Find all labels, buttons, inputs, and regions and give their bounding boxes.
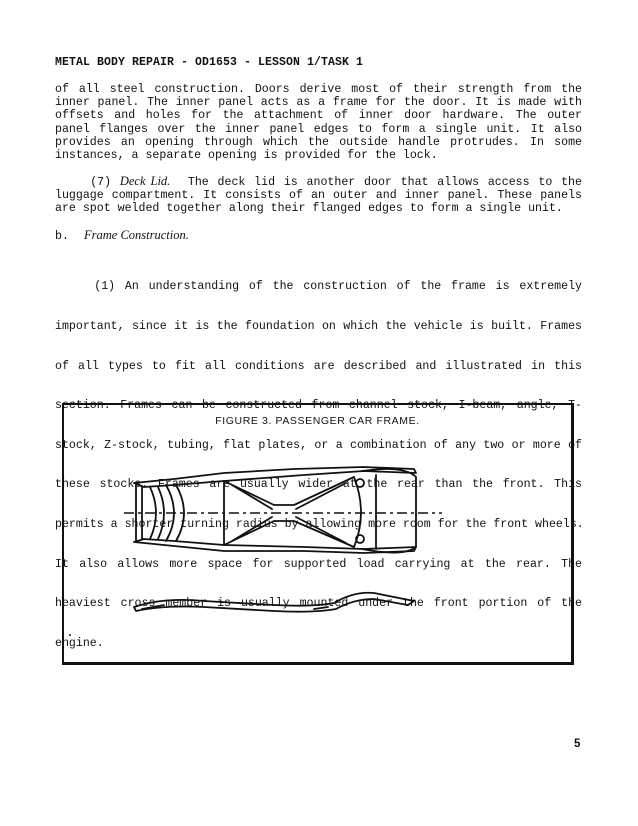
frame-construction-heading: Frame Construction. [84, 228, 189, 242]
text-line: are spot welded together along their flanged edges to form a single unit. [55, 202, 563, 216]
text-line: of all types to fit all conditions are described and illustrated in this [55, 359, 582, 373]
item-letter: b. [55, 230, 69, 243]
text-line: It also allows more space for supported load carrying at the rear. The [55, 557, 582, 571]
speck [69, 634, 71, 636]
text-line: offsets and holes for the attachment of inner door hardware. The outer [55, 109, 582, 123]
section-heading-frame-construction [55, 228, 189, 243]
item-number: (7) [90, 176, 112, 189]
paragraph-deck-lid [55, 175, 582, 216]
passenger-car-frame-illustration [64, 405, 572, 663]
frame-side-view [134, 593, 414, 612]
text-line: stock, Z-stock, tubing, flat plates, or a combination of any two or more of [55, 438, 582, 452]
paragraph-doors [55, 83, 582, 162]
text-line: instances, a separate opening is provided for the lock. [55, 149, 438, 163]
frame-rear-kickup [362, 469, 416, 553]
text-line: engine. [55, 636, 104, 650]
text-line: important, since it is the foundation on which the vehicle is built. Frames [55, 320, 582, 334]
text-line [55, 175, 582, 189]
text-line: (1) An understanding of the construction of the frame is extremely [55, 280, 582, 294]
text-line: heaviest cross member is usually mounted under the front portion of the [55, 597, 582, 611]
text-line: inner panel. The inner panel acts as a frame for the door. It is made with [55, 96, 582, 110]
text-line: luggage compartment. It consists of an outer and inner panel. These panels [55, 189, 582, 203]
page-number: 5 [574, 738, 581, 750]
mount-circle [356, 479, 364, 487]
deck-lid-term: Deck Lid. [119, 174, 171, 188]
text-fragment: The deck lid is another door that allows access to the [187, 176, 582, 189]
text-line: permits a shorter turning radius by allowing more room for the front wheels. [55, 518, 584, 532]
text-line: panel flanges over the inner panel edges to form a single unit. It also [55, 122, 582, 136]
text-line: of all steel construction. Doors derive most of their strength from the [55, 83, 582, 96]
page-header: METAL BODY REPAIR - OD1653 - LESSON 1/TASK 1 [55, 56, 364, 69]
text-line: provides an opening through which the outside handle protrudes. In some [55, 135, 582, 149]
text-line: section. Frames can be constructed from channel stock, I-beam, angle, T- [55, 399, 582, 413]
figure-title: FIGURE 3. PASSENGER CAR FRAME. [215, 415, 420, 427]
text-line: these stocks. Frames are usually wider at the rear than the front. This [55, 478, 582, 492]
figure-frame-box [62, 403, 574, 665]
